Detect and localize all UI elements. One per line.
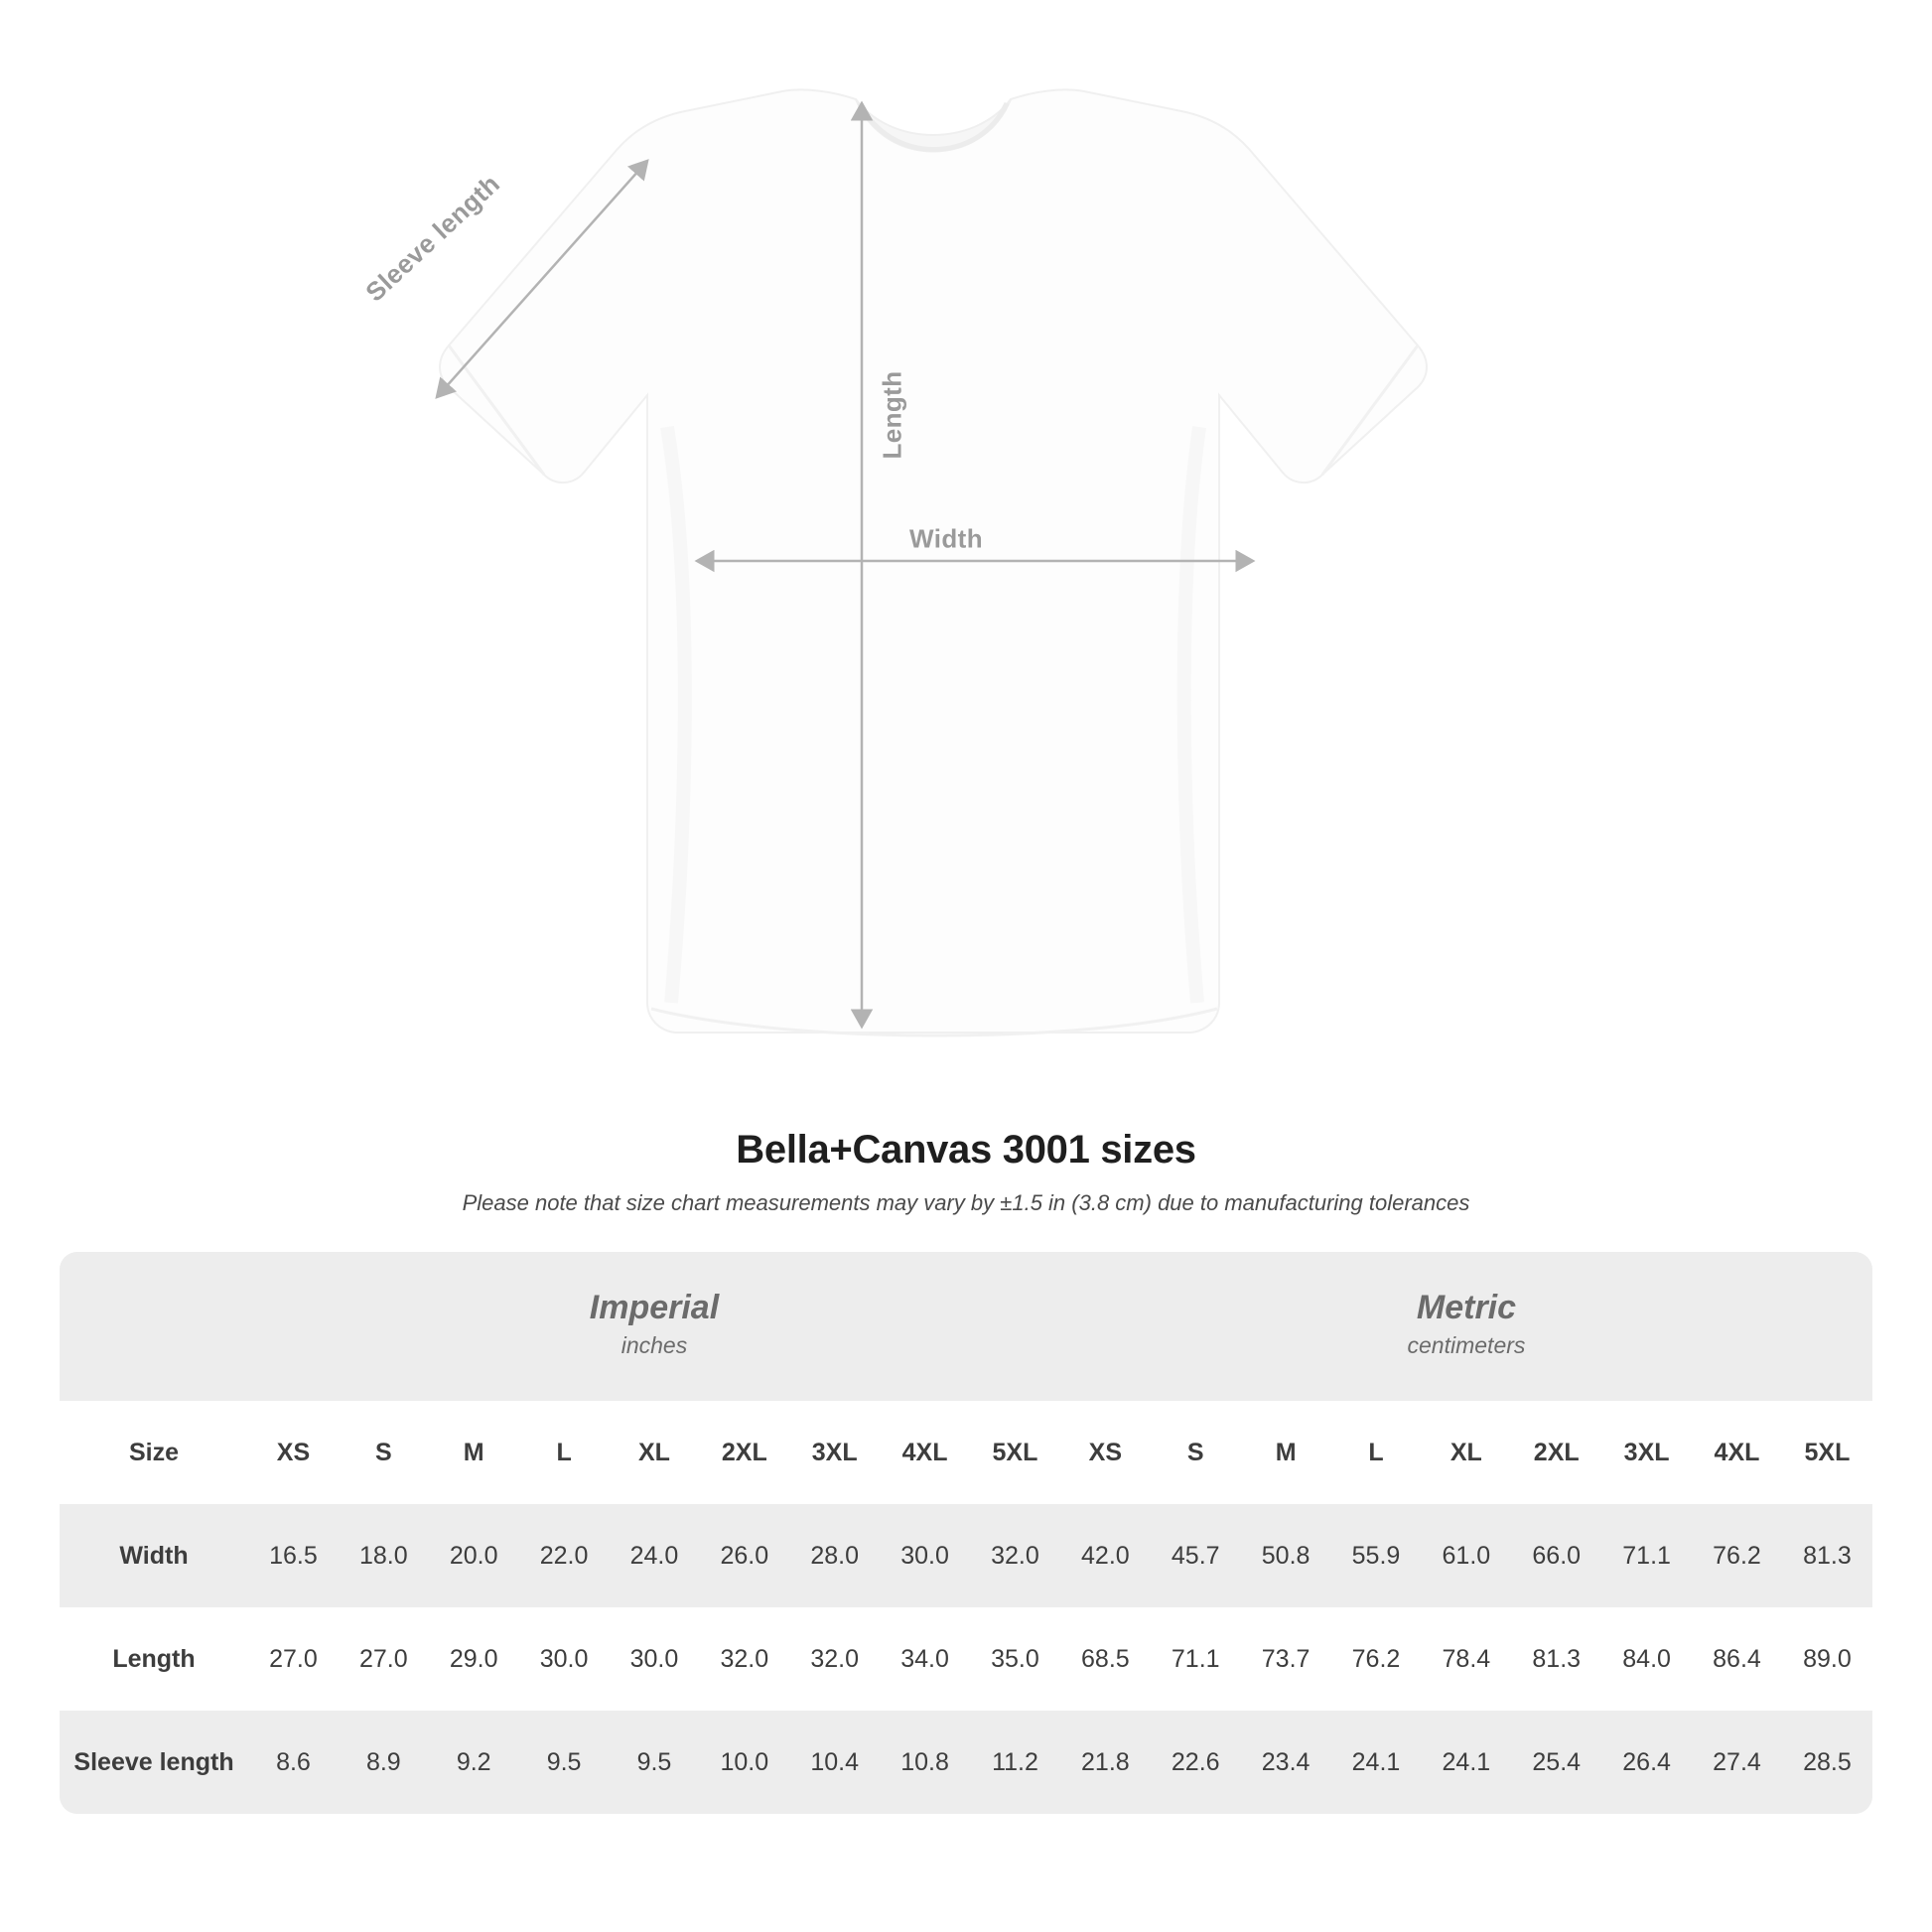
size-column-header: XL [610, 1401, 700, 1504]
measurement-cell: 30.0 [519, 1607, 610, 1711]
size-column-header: XS [248, 1401, 339, 1504]
size-column-header: M [1241, 1401, 1331, 1504]
measurement-cell: 66.0 [1511, 1504, 1601, 1607]
tshirt-shape [440, 89, 1427, 1035]
unit-group-metric-sub: centimeters [1407, 1332, 1526, 1359]
measurement-cell: 32.0 [699, 1607, 789, 1711]
measurement-cell: 71.1 [1151, 1607, 1241, 1711]
table-row [60, 1607, 1872, 1711]
table-row [60, 1504, 1872, 1607]
size-column-header: M [429, 1401, 519, 1504]
measurement-cell: 76.2 [1331, 1607, 1422, 1711]
measurement-cell: 71.1 [1601, 1504, 1692, 1607]
measurement-cell: 28.0 [789, 1504, 880, 1607]
measurement-cell: 45.7 [1151, 1504, 1241, 1607]
measurement-label: Width [60, 1504, 248, 1607]
measurement-cell: 30.0 [880, 1504, 970, 1607]
measurement-cell: 35.0 [970, 1607, 1060, 1711]
measurement-cell: 22.0 [519, 1504, 610, 1607]
measurement-cell: 23.4 [1241, 1711, 1331, 1814]
measurement-cell: 30.0 [610, 1607, 700, 1711]
measurement-cell: 8.9 [339, 1711, 429, 1814]
measurement-label: Sleeve length [60, 1711, 248, 1814]
measurement-cell: 25.4 [1511, 1711, 1601, 1814]
measurement-cell: 22.6 [1151, 1711, 1241, 1814]
measurement-cell: 16.5 [248, 1504, 339, 1607]
size-header-row [60, 1401, 1872, 1504]
page-title: Bella+Canvas 3001 sizes [736, 1128, 1196, 1172]
measurement-cell: 27.0 [248, 1607, 339, 1711]
size-column-header: L [1331, 1401, 1422, 1504]
size-column-header: XL [1421, 1401, 1511, 1504]
measurement-cell: 32.0 [970, 1504, 1060, 1607]
unit-group-imperial-sub: inches [621, 1332, 688, 1359]
unit-header-row [60, 1252, 1872, 1401]
size-table-container [60, 1252, 1872, 1814]
size-column-header: 3XL [789, 1401, 880, 1504]
measurement-cell: 81.3 [1782, 1504, 1872, 1607]
unit-group-metric-name: Metric [1416, 1289, 1517, 1327]
measurement-cell: 18.0 [339, 1504, 429, 1607]
measurement-cell: 89.0 [1782, 1607, 1872, 1711]
measurement-cell: 9.2 [429, 1711, 519, 1814]
size-column-header: 2XL [699, 1401, 789, 1504]
table-row [60, 1711, 1872, 1814]
size-column-header: S [339, 1401, 429, 1504]
measurement-cell: 28.5 [1782, 1711, 1872, 1814]
measurement-cell: 11.2 [970, 1711, 1060, 1814]
size-column-header: 5XL [1782, 1401, 1872, 1504]
measurement-cell: 68.5 [1060, 1607, 1151, 1711]
size-table [60, 1252, 1872, 1814]
unit-row-spacer [60, 1252, 248, 1401]
size-column-header: S [1151, 1401, 1241, 1504]
sleeve-length-label: Sleeve length [359, 168, 506, 308]
measurement-cell: 26.4 [1601, 1711, 1692, 1814]
measurement-cell: 34.0 [880, 1607, 970, 1711]
measurement-cell: 20.0 [429, 1504, 519, 1607]
size-column-header: 5XL [970, 1401, 1060, 1504]
measurement-cell: 73.7 [1241, 1607, 1331, 1711]
width-label: Width [909, 523, 983, 554]
measurement-cell: 55.9 [1331, 1504, 1422, 1607]
measurement-cell: 78.4 [1421, 1607, 1511, 1711]
measurement-cell: 29.0 [429, 1607, 519, 1711]
measurement-cell: 24.1 [1421, 1711, 1511, 1814]
tolerance-note: Please note that size chart measurements may vary by ±1.5 in (3.8 cm) due to manufacturing tolerances [462, 1190, 1470, 1215]
measurement-cell: 27.4 [1692, 1711, 1782, 1814]
measurement-cell: 10.4 [789, 1711, 880, 1814]
measurement-cell: 21.8 [1060, 1711, 1151, 1814]
unit-group-imperial-name: Imperial [589, 1289, 720, 1327]
measurement-cell: 32.0 [789, 1607, 880, 1711]
measurement-cell: 10.0 [699, 1711, 789, 1814]
size-column-header: 4XL [880, 1401, 970, 1504]
measurement-cell: 61.0 [1421, 1504, 1511, 1607]
size-corner-label: Size [60, 1401, 248, 1504]
measurement-cell: 76.2 [1692, 1504, 1782, 1607]
measurement-cell: 24.1 [1331, 1711, 1422, 1814]
length-label: Length [877, 370, 907, 460]
unit-group-metric [1060, 1252, 1872, 1401]
measurement-cell: 42.0 [1060, 1504, 1151, 1607]
measurement-cell: 86.4 [1692, 1607, 1782, 1711]
measurement-cell: 10.8 [880, 1711, 970, 1814]
measurement-cell: 26.0 [699, 1504, 789, 1607]
measurement-cell: 9.5 [519, 1711, 610, 1814]
measurement-label: Length [60, 1607, 248, 1711]
measurement-cell: 24.0 [610, 1504, 700, 1607]
measurement-cell: 9.5 [610, 1711, 700, 1814]
measurement-cell: 8.6 [248, 1711, 339, 1814]
measurement-cell: 50.8 [1241, 1504, 1331, 1607]
size-column-header: 2XL [1511, 1401, 1601, 1504]
measurement-cell: 27.0 [339, 1607, 429, 1711]
heading-block [0, 1128, 1932, 1216]
measurement-cell: 81.3 [1511, 1607, 1601, 1711]
unit-group-imperial [248, 1252, 1060, 1401]
size-column-header: 3XL [1601, 1401, 1692, 1504]
size-column-header: L [519, 1401, 610, 1504]
measurement-cell: 84.0 [1601, 1607, 1692, 1711]
size-column-header: XS [1060, 1401, 1151, 1504]
size-column-header: 4XL [1692, 1401, 1782, 1504]
